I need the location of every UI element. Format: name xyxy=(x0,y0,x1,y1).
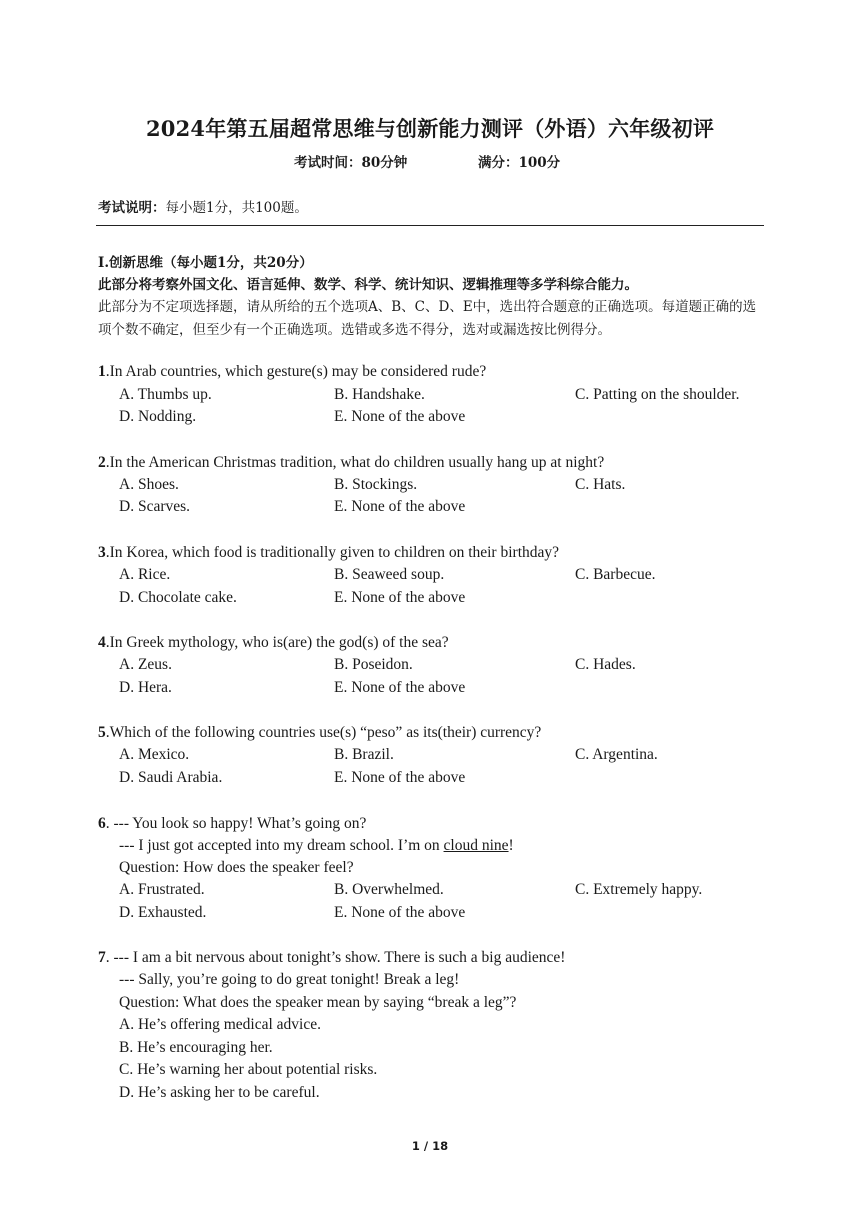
option-b: B. Brazil. xyxy=(334,746,394,763)
question-6-stem: 6. --- You look so happy! What’s going on? xyxy=(98,815,367,832)
option-c: C. Argentina. xyxy=(575,746,658,763)
question-7-dialogue-line: --- Sally, you’re going to do great tonight! Break a leg! xyxy=(119,971,460,988)
option-b: B. Overwhelmed. xyxy=(334,881,444,898)
option-a: A. Rice. xyxy=(119,566,171,583)
option-b: B. He’s encouraging her. xyxy=(119,1039,273,1056)
exam-title: 2024年第五届超常思维与创新能力测评（外语）六年级初评 xyxy=(145,116,715,141)
question-5-stem: 5.Which of the following countries use(s) “peso” as its(their) currency? xyxy=(98,724,542,741)
option-a: A. Frustrated. xyxy=(119,881,205,898)
option-a: A. Mexico. xyxy=(119,746,190,763)
instructions-text: 每小题1分，共100题。 xyxy=(165,200,308,216)
question-1-stem: 1.In Arab countries, which gesture(s) may be considered rude? xyxy=(98,363,487,380)
option-d: D. Exhausted. xyxy=(119,904,207,921)
section-title: I.创新思维（每小题1分，共20分） xyxy=(98,255,313,271)
section-description-bold: 此部分将考察外国文化、语言延伸、数学、科学、统计知识、逻辑推理等多学科综合能力。 xyxy=(98,277,638,293)
question-6-dialogue-line: --- I just got accepted into my dream school. I’m on cloud nine! xyxy=(119,837,514,854)
option-d: D. Nodding. xyxy=(119,408,197,425)
full-score: 满分：100分 xyxy=(478,155,561,171)
option-a: A. He’s offering medical advice. xyxy=(119,1016,321,1033)
option-d: D. He’s asking her to be careful. xyxy=(119,1084,320,1101)
header-divider xyxy=(96,225,764,226)
option-e: E. None of the above xyxy=(334,679,466,696)
option-d: D. Scarves. xyxy=(119,498,191,515)
option-e: E. None of the above xyxy=(334,769,466,786)
option-e: E. None of the above xyxy=(334,498,466,515)
option-a: A. Shoes. xyxy=(119,476,179,493)
question-4-stem: 4.In Greek mythology, who is(are) the god(s) of the sea? xyxy=(98,634,449,651)
question-6-question: Question: How does the speaker feel? xyxy=(119,859,354,876)
option-a: A. Thumbs up. xyxy=(119,386,212,403)
option-b: B. Handshake. xyxy=(334,386,425,403)
option-d: D. Chocolate cake. xyxy=(119,589,237,606)
option-d: D. Hera. xyxy=(119,679,172,696)
option-b: B. Poseidon. xyxy=(334,656,413,673)
option-c: C. Extremely happy. xyxy=(575,881,703,898)
option-e: E. None of the above xyxy=(334,589,466,606)
option-a: A. Zeus. xyxy=(119,656,172,673)
option-c: C. Patting on the shoulder. xyxy=(575,386,740,403)
option-c: C. Hades. xyxy=(575,656,636,673)
exam-time: 考试时间：80分钟 xyxy=(294,155,408,171)
option-c: C. Hats. xyxy=(575,476,626,493)
question-7-stem: 7. --- I am a bit nervous about tonight’s show. There is such a big audience! xyxy=(98,949,566,966)
option-e: E. None of the above xyxy=(334,408,466,425)
option-b: B. Seaweed soup. xyxy=(334,566,445,583)
option-c: C. Barbecue. xyxy=(575,566,656,583)
option-c: C. He’s warning her about potential risks. xyxy=(119,1061,378,1078)
option-e: E. None of the above xyxy=(334,904,466,921)
option-d: D. Saudi Arabia. xyxy=(119,769,223,786)
question-3-stem: 3.In Korea, which food is traditionally given to children on their birthday? xyxy=(98,544,560,561)
option-b: B. Stockings. xyxy=(334,476,418,493)
section-description: 此部分为不定项选择题，请从所给的五个选项A、B、C、D、E中，选出符合题意的正确选项。每道题正确的选项个数不确定，但至少有一个正确选项。选错或多选不得分，选对或漏选按比例得分。 xyxy=(98,299,757,338)
question-2-stem: 2.In the American Christmas tradition, what do children usually hang up at night? xyxy=(98,454,605,471)
idiom-cloud-nine: cloud nine xyxy=(443,837,509,854)
exam-instructions xyxy=(98,196,308,216)
question-7-question: Question: What does the speaker mean by saying “break a leg”? xyxy=(119,994,517,1011)
page-number: 1 / 18 xyxy=(411,1139,449,1153)
instructions-label: 考试说明： xyxy=(98,200,166,216)
